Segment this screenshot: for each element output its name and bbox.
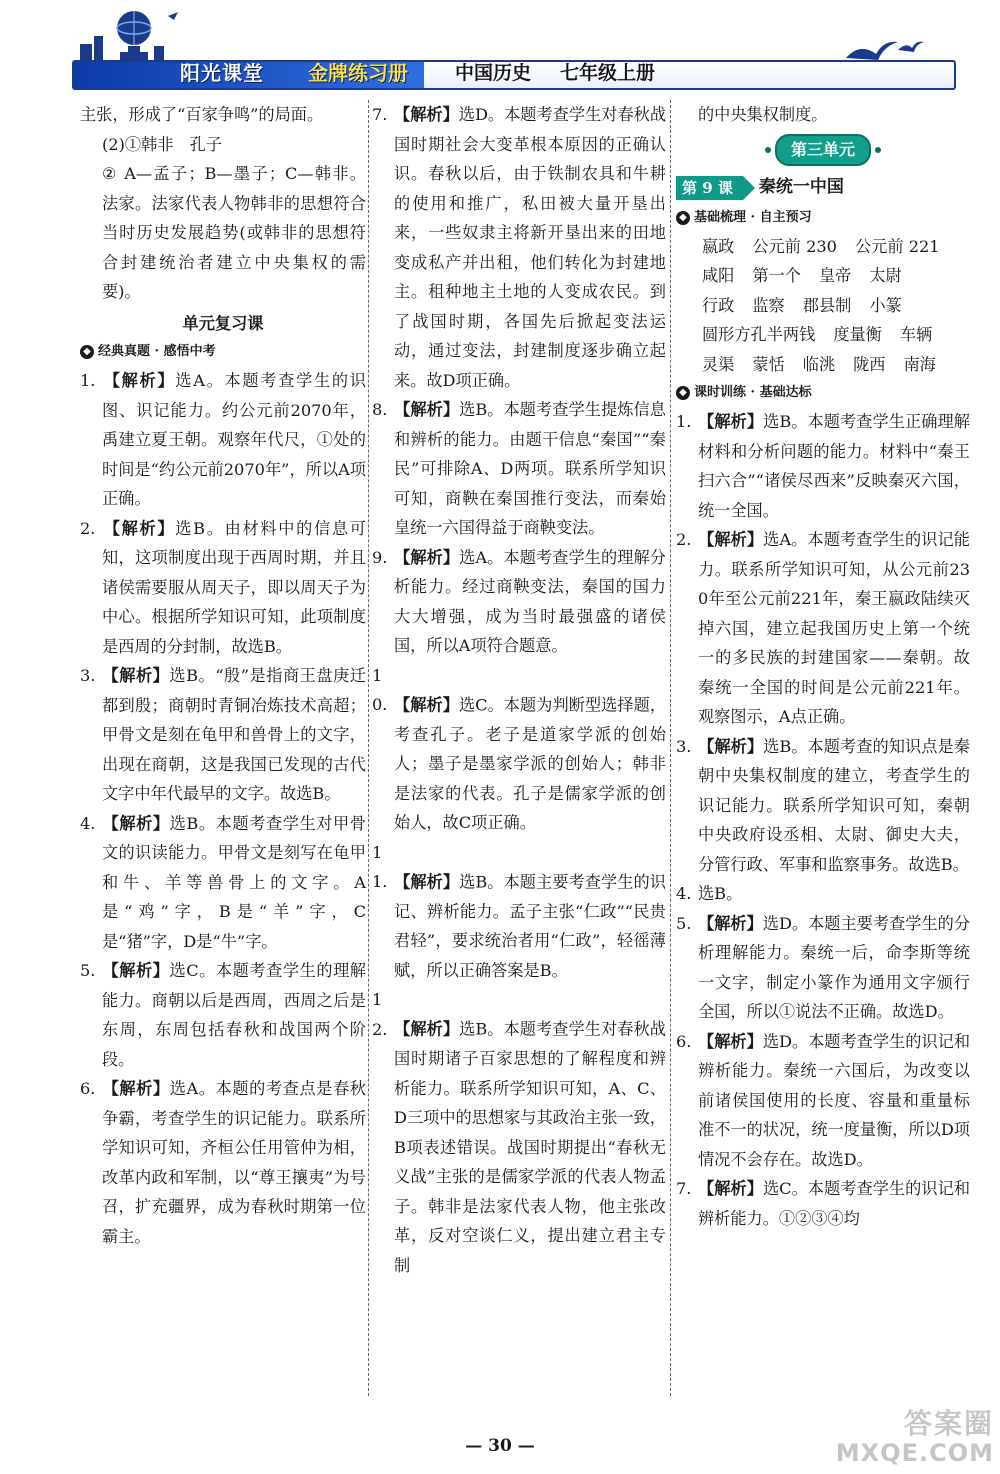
lesson-heading bbox=[676, 172, 970, 204]
answer-item: 12. 【解析】选B。本题考查学生对春秋战国时期诸子百家思想的了解程度和辨析能力。联系所学知识可知，A、C、D三项中的思想家与其政治主张一致，B项表述错误。战国时期提出“春秋无义战”主张的是儒家学派的代表人物孟子。韩非是法家代表人物，他主张改革，反对空谈仁义，提出建立君主专制 bbox=[372, 990, 666, 1275]
term: 第一个 bbox=[752, 266, 801, 285]
lesson-badge: 第 9 课 bbox=[676, 176, 743, 200]
answer-item: 2. 【解析】选A。本题考查学生的识记能力。联系所学知识可知，从公元前230年至公元前221年，秦王嬴政陆续灭掉六国，建立起我国历史上第一个统一的多民族的封建国家——秦朝。故秦统一全国的时间是公元前221年。观察图示，A点正确。 bbox=[676, 530, 970, 726]
column-divider bbox=[670, 100, 671, 1396]
section-marker-icon: ◆ bbox=[676, 211, 690, 225]
section-subheading: ◆ 课时训练 · 基础达标 bbox=[676, 381, 970, 405]
answer-item: 1. 【解析】选B。本题考查学生正确理解材料和分析问题的能力。材料中“秦王扫六合”“诸侯尽西来”反映秦灭六国，统一全国。 bbox=[676, 412, 970, 520]
term: 公元前 230 bbox=[752, 236, 837, 256]
answer-item: 5. 【解析】选C。本题考查学生的理解能力。商朝以后是西周，西周之后是东周，东周包括春秋和战国两个阶段。 bbox=[80, 961, 366, 1069]
answer-item: 4. 选B。 bbox=[676, 884, 743, 903]
paragraph: (2)①韩非 孔子 bbox=[102, 134, 223, 154]
column-right bbox=[676, 100, 970, 1233]
brand-title: 阳光课堂 bbox=[180, 61, 264, 85]
section-marker-icon: ◆ bbox=[80, 345, 94, 359]
unit-badge: 第三单元 bbox=[775, 134, 871, 166]
term: 度量衡 bbox=[833, 325, 882, 344]
term: 行政 bbox=[702, 295, 735, 315]
term: 蒙恬 bbox=[752, 354, 785, 374]
term-row bbox=[702, 232, 970, 262]
term: 车辆 bbox=[899, 325, 933, 344]
paragraph: 主张，形成了“百家争鸣”的局面。 bbox=[80, 105, 324, 124]
paragraph: ② A—孟子；B—墨子；C—韩非。法家。法家代表人物韩非的思想符合当时历史发展趋势(或韩非的思想符合封建统治者建立中央集权的需要)。 bbox=[102, 164, 366, 301]
term-row bbox=[702, 350, 970, 380]
column-divider bbox=[368, 100, 369, 1396]
answer-item: 3. 【解析】选B。本题考查的知识点是秦朝中央集权制度的建立，考查学生的识记能力。联系所学知识可知，秦朝中央政府设丞相、太尉、御史大夫，分管行政、军事和监察事务。故选B。 bbox=[676, 736, 970, 874]
page-number: — 30 — bbox=[465, 1436, 535, 1456]
page-header bbox=[0, 0, 1000, 100]
term: 南海 bbox=[903, 354, 936, 374]
term: 郡县制 bbox=[802, 295, 852, 315]
watermark-logo: 答案圈 bbox=[903, 1407, 994, 1440]
answer-item: 8. 【解析】选B。本题考查学生提炼信息和辨析的能力。由题干信息“秦国”“秦民”可排除A、D两项。联系所学知识可知，商鞅在秦国推行变法，而秦始皇统一六国得益于商鞅变法。 bbox=[372, 400, 666, 537]
answer-item: 9. 【解析】选A。本题考查学生的理解分析能力。经过商鞅变法，秦国的国力大大增强，成为当时最强盛的诸侯国，所以A项符合题意。 bbox=[372, 547, 666, 655]
term: 咸阳 bbox=[702, 266, 735, 285]
answer-item: 2. 【解析】选B。由材料中的信息可知，这项制度出现于西周时期，并且诸侯需要服从周天子，即以周天子为中心。根据所学知识可知，此项制度是西周的分封制，故选B。 bbox=[80, 518, 366, 656]
column-left bbox=[80, 100, 366, 1251]
answer-item: 4. 【解析】选B。本题考查学生对甲骨文的识读能力。甲骨文是刻写在龟甲和牛、羊等兽骨上的文字。A是“鸡”字，B是“羊”字，C是“猪”字，D是“牛”字。 bbox=[80, 813, 366, 951]
term: 陇西 bbox=[853, 354, 886, 374]
answer-item: 7. 【解析】选D。本题考查学生对春秋战国时期社会大变革根本原因的正确认识。春秋以后，由于铁制农具和牛耕的使用和推广，私田被大量开垦出来，一些奴隶主将新开垦出来的田地变成私产并出租，他们转化为封建地主。租种地主土地的人变成农民。到了战国时期，各国先后掀起变法运动，通过变法，封建制度逐步确立起来。故D项正确。 bbox=[372, 105, 667, 390]
term-row bbox=[702, 261, 970, 291]
subject-label: 中国历史 bbox=[455, 62, 532, 84]
term: 监察 bbox=[752, 295, 785, 315]
paragraph: 的中央集权制度。 bbox=[698, 105, 828, 124]
watermark-url: MXQE.COM bbox=[835, 1439, 994, 1467]
section-marker-icon: ◆ bbox=[676, 386, 690, 400]
section-subheading: ◆ 基础梳理 · 自主预习 bbox=[676, 206, 970, 230]
answer-item: 6. 【解析】选A。本题的考查点是春秋争霸，考查学生的识记能力。联系所学知识可知，齐桓公任用管仲为相，改革内政和军制，以“尊王攘夷”为号召，扩充疆界，成为春秋时期第一位霸主。 bbox=[80, 1079, 366, 1246]
answer-item: 5. 【解析】选D。本题主要考查学生的分析理解能力。秦统一后，命李斯等统一文字，制定小篆作为通用文字颁行全国，所以①说法不正确。故选D。 bbox=[676, 913, 971, 1021]
grade-label: 七年级上册 bbox=[560, 62, 656, 84]
lesson-title: 秦统一中国 bbox=[758, 176, 844, 197]
term: 小篆 bbox=[869, 295, 902, 315]
term: 公元前 221 bbox=[854, 236, 940, 256]
section-title: 单元复习课 bbox=[182, 313, 264, 333]
answer-item: 7. 【解析】选C。本题考查学生的识记和辨析能力。①②③④均 bbox=[676, 1179, 971, 1228]
term: 太尉 bbox=[869, 266, 902, 285]
term: 圆形方孔半两钱 bbox=[702, 325, 816, 344]
answer-item: 3. 【解析】选B。“殷”是指商王盘庚迁都到殷；商朝时青铜冶炼技术高超；甲骨文是刻在龟甲和兽骨上的文字，出现在商朝，这是我国已发现的古代文字中年代最早的文字。故选B。 bbox=[80, 666, 366, 803]
term-row bbox=[702, 291, 970, 321]
watermark bbox=[804, 1408, 994, 1468]
term-list bbox=[676, 232, 970, 380]
answer-item: 11. 【解析】选B。本题主要考查学生的识记、辨析能力。孟子主张“仁政”“民贵君轻”，要求统治者用“仁政”，轻徭薄赋，所以正确答案是B。 bbox=[372, 842, 666, 980]
series-title: 金牌练习册 bbox=[308, 61, 408, 85]
term: 嬴政 bbox=[702, 236, 735, 256]
term: 皇帝 bbox=[818, 266, 852, 285]
term-row bbox=[702, 320, 970, 350]
section-subheading: ◆ 经典真题 · 感悟中考 bbox=[80, 340, 366, 364]
birds-icon bbox=[840, 32, 930, 72]
answer-item: 1. 【解析】选A。本题考查学生的识图、识记能力。约公元前2070年，禹建立夏王朝。观察年代尺，①处的时间是“约公元前2070年”，所以A项正确。 bbox=[80, 371, 366, 508]
unit-heading bbox=[676, 134, 970, 168]
answer-item: 6. 【解析】选D。本题考查学生的识记和辨析能力。秦统一六国后，为改变以前诸侯国使用的长度、容量和重量标准不一的状况，统一度量衡，所以D项情况不会存在。故选D。 bbox=[676, 1031, 971, 1169]
term: 临洮 bbox=[802, 354, 836, 374]
answer-item: 10. 【解析】选C。本题为判断型选择题，考查孔子。老子是道家学派的创始人；墨子是墨家学派的创始人；韩非是法家的代表。孔子是儒家学派的创始人，故C项正确。 bbox=[372, 665, 667, 832]
column-middle bbox=[372, 100, 666, 1280]
term: 灵渠 bbox=[702, 354, 735, 374]
